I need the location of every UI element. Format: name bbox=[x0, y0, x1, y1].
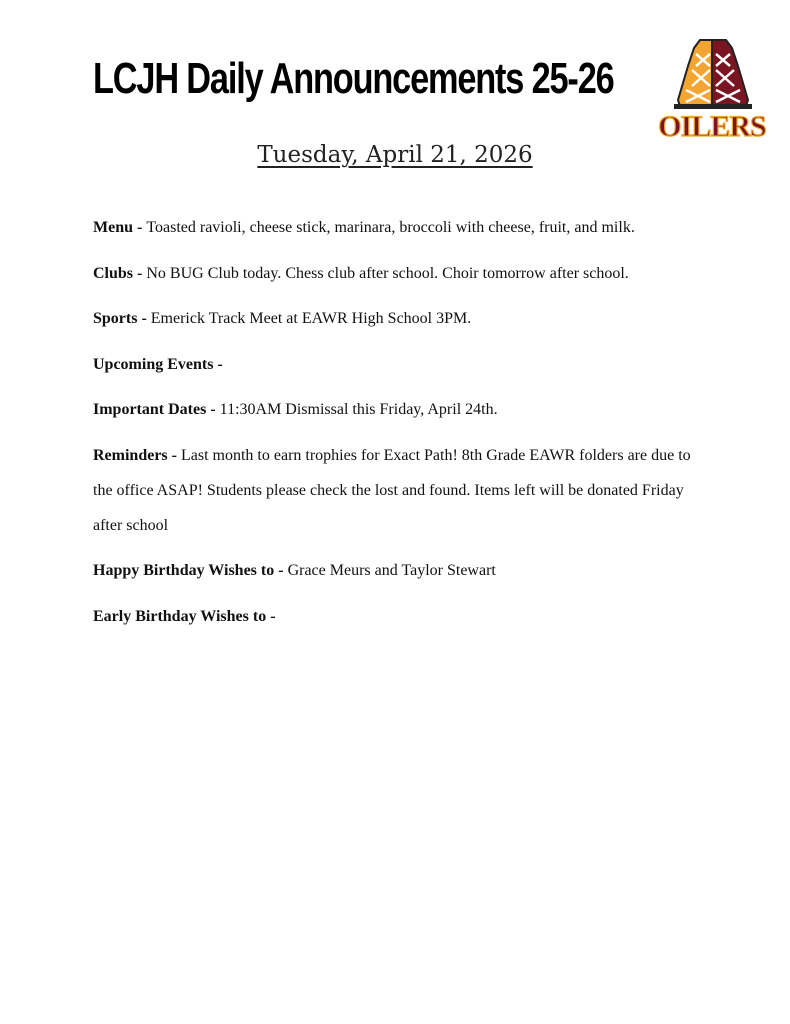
section-label: Happy Birthday Wishes to - bbox=[93, 562, 288, 579]
early-birthday-section bbox=[93, 599, 703, 634]
section-label: Early Birthday Wishes to - bbox=[93, 607, 276, 625]
svg-text:OILERS: OILERS bbox=[658, 110, 766, 142]
section-label: Important Dates - bbox=[93, 401, 220, 418]
section-label: Menu - bbox=[93, 219, 147, 236]
oil-derrick-icon bbox=[650, 36, 774, 142]
announcement-list bbox=[93, 210, 703, 644]
section-label: Sports - bbox=[93, 310, 151, 327]
section-label: Upcoming Events - bbox=[93, 355, 223, 373]
clubs-section bbox=[93, 256, 703, 291]
section-text: Grace Meurs and Taylor Stewart bbox=[287, 562, 496, 579]
important-dates-section bbox=[93, 392, 703, 427]
section-text: No BUG Club today. Chess club after school. Choir tomorrow after school. bbox=[146, 264, 629, 282]
sports-section bbox=[93, 301, 703, 336]
page-title: LCJH Daily Announcements 25-26 bbox=[93, 54, 614, 103]
announcement-date: Tuesday, April 21, 2026 bbox=[257, 142, 533, 168]
section-text: 11:30AM Dismissal this Friday, April 24th. bbox=[219, 401, 498, 418]
happy-birthday-section bbox=[93, 553, 703, 588]
section-text: Last month to earn trophies for Exact Path! 8th Grade EAWR folders are due to the office ASAP! Students please check the lost and found. Items left will be donated Friday after school bbox=[93, 446, 691, 534]
section-text: Toasted ravioli, cheese stick, marinara, broccoli with cheese, fruit, and milk. bbox=[146, 219, 635, 236]
oilers-logo bbox=[650, 36, 774, 142]
menu-section bbox=[93, 210, 703, 245]
section-label: Reminders - bbox=[93, 446, 181, 464]
section-label: Clubs - bbox=[93, 264, 147, 282]
upcoming-events-section bbox=[93, 347, 703, 382]
reminders-section bbox=[93, 438, 703, 543]
section-text: Emerick Track Meet at EAWR High School 3PM. bbox=[150, 310, 472, 327]
